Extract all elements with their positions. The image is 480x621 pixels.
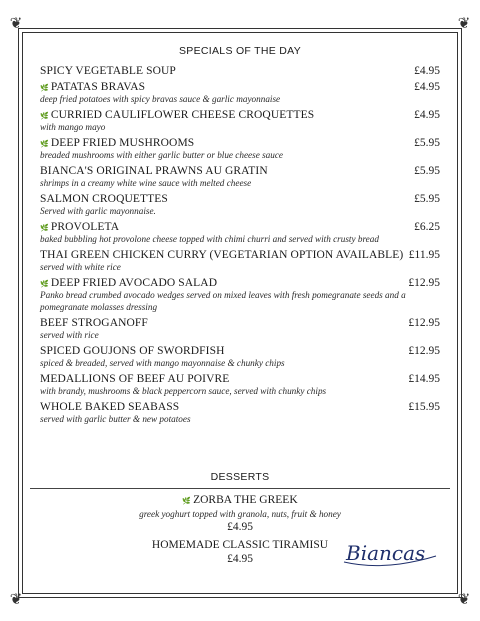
menu-item-head	[40, 345, 440, 357]
menu-item-description: shrimps in a creamy white wine sauce with melted cheese	[40, 178, 252, 188]
corner-ornament-icon: ❦	[9, 590, 23, 608]
menu-item	[40, 249, 440, 273]
menu-item-description: spiced & breaded, served with mango mayonnaise & chunky chips	[40, 358, 285, 368]
menu-item-head	[40, 109, 440, 121]
menu-item-name	[40, 277, 217, 289]
menu-item-head	[40, 137, 440, 149]
menu-item-price: £12.95	[408, 345, 440, 357]
menu-item-name-text: SPICY VEGETABLE SOUP	[40, 65, 176, 77]
menu-item	[40, 165, 440, 189]
menu-item-head	[40, 277, 440, 289]
menu-item-name-text: CURRIED CAULIFLOWER CHEESE CROQUETTES	[50, 109, 315, 121]
menu-item	[40, 193, 440, 217]
menu-item-name	[40, 317, 148, 329]
menu-item	[40, 65, 440, 77]
menu-item-name	[40, 249, 403, 261]
menu-item-name	[40, 137, 194, 149]
vegetarian-icon: 🌿	[40, 224, 49, 232]
biancas-logo	[340, 538, 440, 572]
menu-item-head	[40, 65, 440, 77]
menu-item-description: served with white rice	[40, 262, 121, 272]
vegetarian-icon: 🌿	[40, 84, 49, 92]
menu-item-price: £12.95	[408, 317, 440, 329]
dessert-description: greek yoghurt topped with granola, nuts, fruit & honey	[139, 509, 341, 519]
menu-item-name	[40, 401, 179, 413]
menu-item-name-text: DEEP FRIED AVOCADO SALAD	[50, 277, 218, 289]
menu-item	[40, 345, 440, 369]
menu-item-name	[40, 165, 268, 177]
vegetarian-icon: 🌿	[182, 497, 192, 505]
dessert-name-text: HOMEMADE CLASSIC TIRAMISU	[151, 539, 329, 551]
menu-item-head	[40, 373, 440, 385]
menu-item-price: £14.95	[408, 373, 440, 385]
menu-item-name-text: WHOLE BAKED SEABASS	[40, 401, 180, 413]
menu-item-description: breaded mushrooms with either garlic butter or blue cheese sauce	[40, 150, 284, 160]
specials-list	[40, 65, 440, 429]
logo-text: Biancas	[346, 541, 426, 565]
menu-item-name-text: MEDALLIONS OF BEEF AU POIVRE	[40, 373, 230, 385]
menu-item-price: £5.95	[414, 165, 440, 177]
menu-item	[40, 137, 440, 161]
menu-item-head	[40, 317, 440, 329]
menu-item-description: served with garlic butter & new potatoes	[40, 414, 191, 424]
menu-item-price: £6.25	[414, 221, 440, 233]
menu-item-price: £4.95	[414, 81, 440, 93]
menu-item-name-text: BEEF STROGANOFF	[40, 317, 148, 329]
menu-item-price: £12.95	[408, 277, 440, 289]
desserts-divider	[30, 488, 450, 489]
menu-item-head	[40, 193, 440, 205]
menu-item-description: served with rice	[40, 330, 99, 340]
corner-ornament-icon: ❦	[457, 590, 471, 608]
menu-item-name	[40, 193, 168, 205]
menu-item-description: baked bubbling hot provolone cheese topped with chimi churri and served with crusty bread	[40, 234, 379, 244]
menu-item-name	[40, 65, 176, 77]
dessert-price: £4.95	[227, 553, 253, 565]
menu-item-head	[40, 221, 440, 233]
menu-item-description: Served with garlic mayonnaise.	[40, 206, 156, 216]
vegetarian-icon: 🌿	[40, 140, 49, 148]
menu-item-name-text: SPICED GOUJONS OF SWORDFISH	[40, 345, 225, 357]
menu-item-price: £4.95	[414, 109, 440, 121]
menu-item-description: with brandy, mushrooms & black peppercorn sauce, served with chunky chips	[40, 386, 327, 396]
menu-item	[40, 81, 440, 105]
menu-item	[40, 401, 440, 425]
menu-item-name-text: THAI GREEN CHICKEN CURRY (VEGETARIAN OPTION AVAILABLE)	[40, 249, 404, 261]
specials-title: SPECIALS OF THE DAY	[178, 45, 301, 57]
menu-item-name-text: PATATAS BRAVAS	[50, 81, 146, 93]
menu-item-description: with mango mayo	[40, 122, 106, 132]
menu-item-head	[40, 249, 440, 261]
menu-item-price: £11.95	[408, 249, 440, 261]
desserts-title: DESSERTS	[210, 471, 270, 483]
menu-item-head	[40, 81, 440, 93]
corner-ornament-icon: ❦	[457, 14, 471, 32]
menu-item-name	[40, 81, 145, 93]
menu-item-name	[40, 109, 314, 121]
dessert-price: £4.95	[227, 521, 253, 533]
menu-item-description: deep fried potatoes with spicy bravas sauce & garlic mayonnaise	[40, 94, 281, 104]
menu-item-price: £5.95	[414, 193, 440, 205]
menu-item-name-text: PROVOLETA	[50, 221, 120, 233]
menu-item	[40, 109, 440, 133]
menu-item-head	[40, 401, 440, 413]
menu-item-price: £4.95	[414, 65, 440, 77]
menu-item-price: £15.95	[408, 401, 440, 413]
menu-item	[40, 373, 440, 397]
menu-item-name	[40, 373, 229, 385]
menu-item-name-text: BIANCA'S ORIGINAL PRAWNS AU GRATIN	[40, 165, 268, 177]
menu-item-name	[40, 221, 119, 233]
dessert-name	[0, 493, 480, 508]
menu-item-name-text: SALMON CROQUETTES	[40, 193, 168, 205]
menu-item-name-text: DEEP FRIED MUSHROOMS	[50, 137, 195, 149]
menu-item	[40, 221, 440, 245]
dessert-name-text: ZORBA THE GREEK	[193, 494, 298, 506]
menu-item	[40, 317, 440, 341]
menu-item-head	[40, 165, 440, 177]
corner-ornament-icon: ❦	[9, 14, 23, 32]
menu-item-name	[40, 345, 225, 357]
menu-item-price: £5.95	[414, 137, 440, 149]
menu-item	[40, 277, 440, 313]
vegetarian-icon: 🌿	[40, 280, 49, 288]
vegetarian-icon: 🌿	[40, 112, 49, 120]
menu-item-description: Panko bread crumbed avocado wedges served on mixed leaves with fresh pomegranate seeds and a pomegranate molasses dressing	[40, 290, 406, 312]
